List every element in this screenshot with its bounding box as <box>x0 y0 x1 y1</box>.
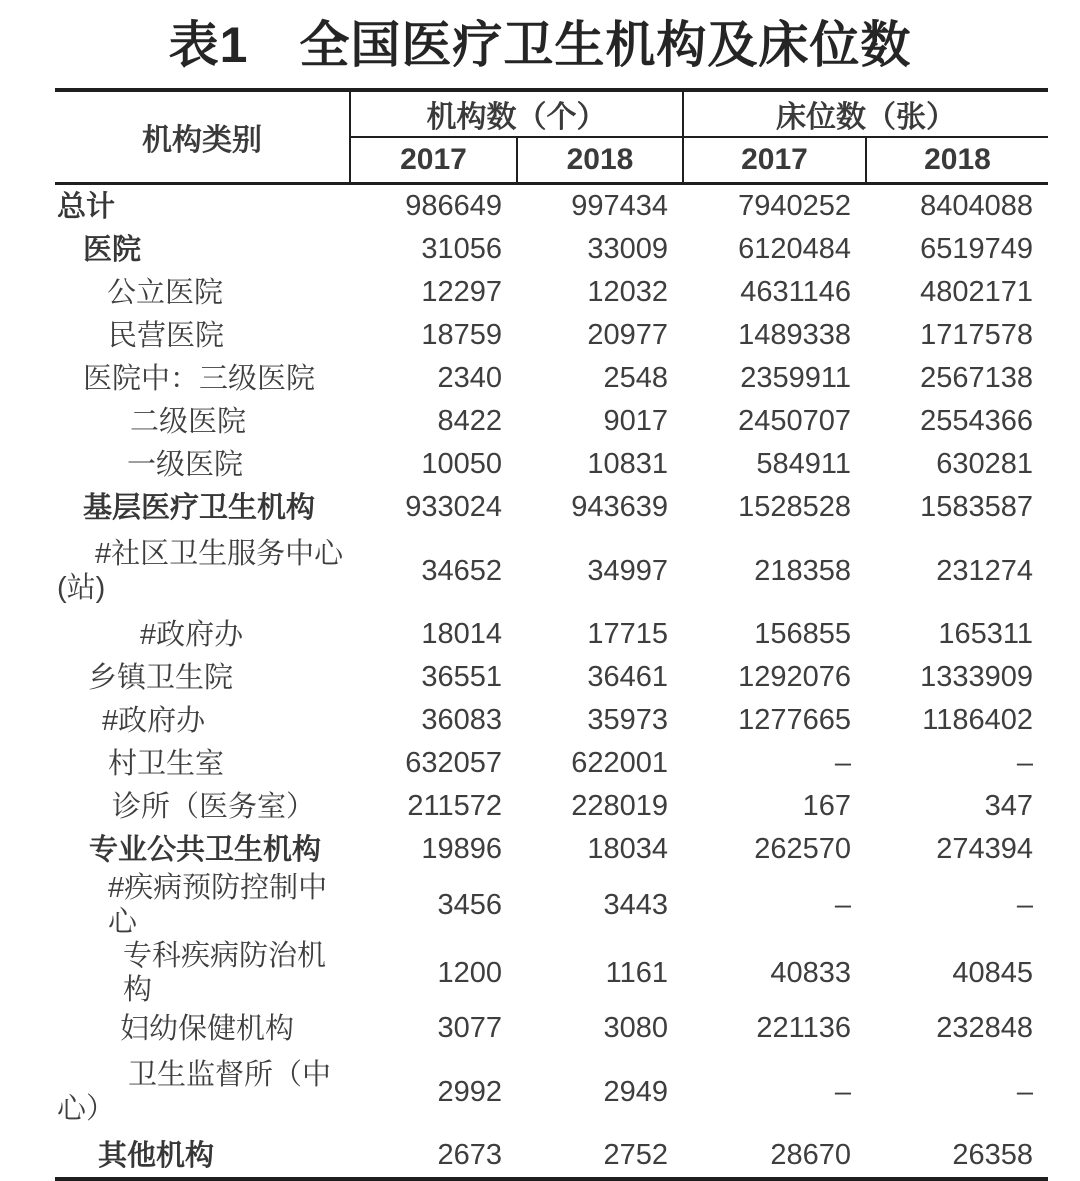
table-header <box>55 90 1048 184</box>
cell-inst-2018: 10831 <box>587 448 668 480</box>
col-header-category: 机构类别 <box>55 90 350 184</box>
cell-inst-2018: 35973 <box>587 704 668 736</box>
row-label: 医院 <box>83 233 142 266</box>
table-row <box>55 785 1048 828</box>
cell-beds-2017: 262570 <box>754 833 851 865</box>
cell-beds-2017: – <box>834 1075 851 1108</box>
cell-beds-2017: – <box>834 747 851 779</box>
col-group-institutions: 机构数（个） <box>350 90 683 137</box>
cell-inst-2018: 2949 <box>603 1075 668 1108</box>
cell-inst-2018: 3080 <box>603 1012 668 1044</box>
cell-beds-2018: 2554366 <box>920 405 1033 437</box>
cell-beds-2017: 167 <box>802 790 851 822</box>
row-label-line2: (站) <box>57 572 106 604</box>
cell-inst-2017: 31056 <box>421 233 502 265</box>
health-institutions-table <box>55 88 1048 1181</box>
cell-beds-2018: 4802171 <box>920 276 1033 308</box>
cell-beds-2017: 156855 <box>754 618 851 650</box>
cell-inst-2018: 2752 <box>603 1139 668 1171</box>
table-row <box>55 871 1048 939</box>
row-label: #疾病预防控制中心 <box>108 872 328 938</box>
cell-inst-2018: 20977 <box>587 319 668 351</box>
table-row <box>55 742 1048 785</box>
cell-inst-2017: 2992 <box>437 1075 502 1108</box>
cell-beds-2018: 630281 <box>936 448 1033 480</box>
cell-beds-2017: 584911 <box>756 448 851 480</box>
cell-inst-2017: 12297 <box>421 276 502 308</box>
cell-beds-2018: – <box>1016 747 1033 779</box>
cell-inst-2017: 36551 <box>421 661 502 693</box>
row-label: #社区卫生服务中心 <box>95 538 344 570</box>
cell-inst-2018: 17715 <box>587 618 668 650</box>
cell-beds-2018: – <box>1016 1075 1033 1108</box>
page-title: 表1 全国医疗卫生机构及床位数 <box>168 17 912 73</box>
cell-beds-2017: 1292076 <box>738 661 851 693</box>
table-row <box>55 529 1048 613</box>
table-row <box>55 699 1048 742</box>
cell-inst-2017: 18014 <box>421 618 502 650</box>
cell-beds-2018: – <box>1016 888 1033 921</box>
cell-inst-2017: 3456 <box>437 888 502 921</box>
cell-beds-2017: 40833 <box>770 956 851 989</box>
cell-inst-2017: 19896 <box>421 833 502 865</box>
row-label: 公立医院 <box>107 276 224 309</box>
cell-beds-2018: 1333909 <box>920 661 1033 693</box>
row-label: 诊所（医务室） <box>112 790 316 823</box>
cell-beds-2017: 218358 <box>754 554 851 587</box>
cell-beds-2018: 231274 <box>936 554 1033 587</box>
cell-inst-2018: 1161 <box>605 956 668 989</box>
row-label: #政府办 <box>102 704 206 737</box>
table-row <box>55 1134 1048 1179</box>
cell-inst-2017: 211572 <box>407 790 502 822</box>
cell-beds-2017: – <box>834 888 851 921</box>
table-body <box>55 184 1048 1180</box>
cell-inst-2018: 943639 <box>571 491 668 523</box>
row-label-line2: 心） <box>57 1093 116 1125</box>
table-row <box>55 443 1048 486</box>
cell-inst-2018: 3443 <box>603 888 668 921</box>
cell-inst-2018: 997434 <box>571 190 668 222</box>
cell-inst-2018: 622001 <box>571 747 668 779</box>
row-label: 其他机构 <box>98 1139 215 1172</box>
table-row <box>55 828 1048 871</box>
cell-beds-2017: 1489338 <box>738 319 851 351</box>
table-row <box>55 613 1048 656</box>
cell-inst-2018: 2548 <box>603 362 668 394</box>
cell-beds-2017: 6120484 <box>738 233 851 265</box>
cell-beds-2017: 2450707 <box>738 405 851 437</box>
table-row <box>55 1050 1048 1134</box>
row-label: 基层医疗卫生机构 <box>83 491 316 524</box>
cell-inst-2017: 986649 <box>405 190 502 222</box>
cell-inst-2018: 228019 <box>571 790 668 822</box>
cell-inst-2018: 33009 <box>587 233 668 265</box>
row-label: 一级医院 <box>127 448 244 481</box>
cell-beds-2018: 1583587 <box>920 491 1033 523</box>
cell-inst-2017: 10050 <box>421 448 502 480</box>
cell-inst-2017: 933024 <box>405 491 502 523</box>
row-label: 民营医院 <box>108 319 225 352</box>
cell-inst-2017: 8422 <box>437 405 502 437</box>
cell-inst-2017: 1200 <box>437 956 502 989</box>
table-row <box>55 1007 1048 1050</box>
table-row <box>55 314 1048 357</box>
row-label: 总计 <box>57 190 116 223</box>
cell-beds-2017: 7940252 <box>738 190 851 222</box>
table-row <box>55 656 1048 699</box>
cell-beds-2018: 8404088 <box>920 190 1033 222</box>
col-header-beds-2018: 2018 <box>866 137 1048 184</box>
table-row <box>55 400 1048 443</box>
cell-inst-2018: 9017 <box>603 405 668 437</box>
cell-beds-2017: 221136 <box>756 1012 851 1044</box>
row-label: 乡镇卫生院 <box>88 661 234 694</box>
table-row <box>55 486 1048 529</box>
cell-inst-2017: 34652 <box>421 554 502 587</box>
cell-beds-2018: 26358 <box>952 1139 1033 1171</box>
cell-beds-2018: 40845 <box>952 956 1033 989</box>
cell-beds-2017: 2359911 <box>740 362 851 394</box>
cell-beds-2017: 28670 <box>770 1139 851 1171</box>
cell-inst-2017: 2340 <box>437 362 502 394</box>
row-label: 医院中：三级医院 <box>83 362 316 395</box>
row-label: 村卫生室 <box>108 747 225 780</box>
col-header-inst-2018: 2018 <box>517 137 683 184</box>
row-label: 妇幼保健机构 <box>120 1012 295 1045</box>
row-label: 卫生监督所（中 <box>128 1059 332 1091</box>
row-label: 二级医院 <box>130 405 247 438</box>
table-row <box>55 357 1048 400</box>
cell-inst-2018: 36461 <box>587 661 668 693</box>
cell-inst-2017: 2673 <box>437 1139 502 1171</box>
cell-beds-2018: 232848 <box>936 1012 1033 1044</box>
row-label: 专业公共卫生机构 <box>89 833 322 866</box>
table-row <box>55 184 1048 229</box>
table-row <box>55 271 1048 314</box>
cell-beds-2017: 1528528 <box>738 491 851 523</box>
col-header-beds-2017: 2017 <box>683 137 866 184</box>
cell-beds-2018: 347 <box>984 790 1033 822</box>
col-group-beds: 床位数（张） <box>683 90 1048 137</box>
table-row <box>55 939 1048 1007</box>
cell-beds-2018: 1186402 <box>922 704 1033 736</box>
table-row <box>55 228 1048 271</box>
cell-inst-2018: 18034 <box>587 833 668 865</box>
cell-inst-2018: 12032 <box>587 276 668 308</box>
cell-beds-2017: 1277665 <box>738 704 851 736</box>
cell-inst-2017: 632057 <box>405 747 502 779</box>
cell-beds-2018: 6519749 <box>920 233 1033 265</box>
cell-inst-2017: 3077 <box>437 1012 502 1044</box>
row-label: #政府办 <box>140 618 244 651</box>
row-label: 专科疾病防治机构 <box>123 940 327 1006</box>
cell-beds-2018: 274394 <box>936 833 1033 865</box>
col-header-inst-2017: 2017 <box>350 137 517 184</box>
cell-inst-2017: 36083 <box>421 704 502 736</box>
cell-inst-2017: 18759 <box>421 319 502 351</box>
cell-inst-2018: 34997 <box>587 554 668 587</box>
cell-beds-2018: 165311 <box>938 618 1033 650</box>
cell-beds-2017: 4631146 <box>740 276 851 308</box>
cell-beds-2018: 2567138 <box>920 362 1033 394</box>
cell-beds-2018: 1717578 <box>920 319 1033 351</box>
